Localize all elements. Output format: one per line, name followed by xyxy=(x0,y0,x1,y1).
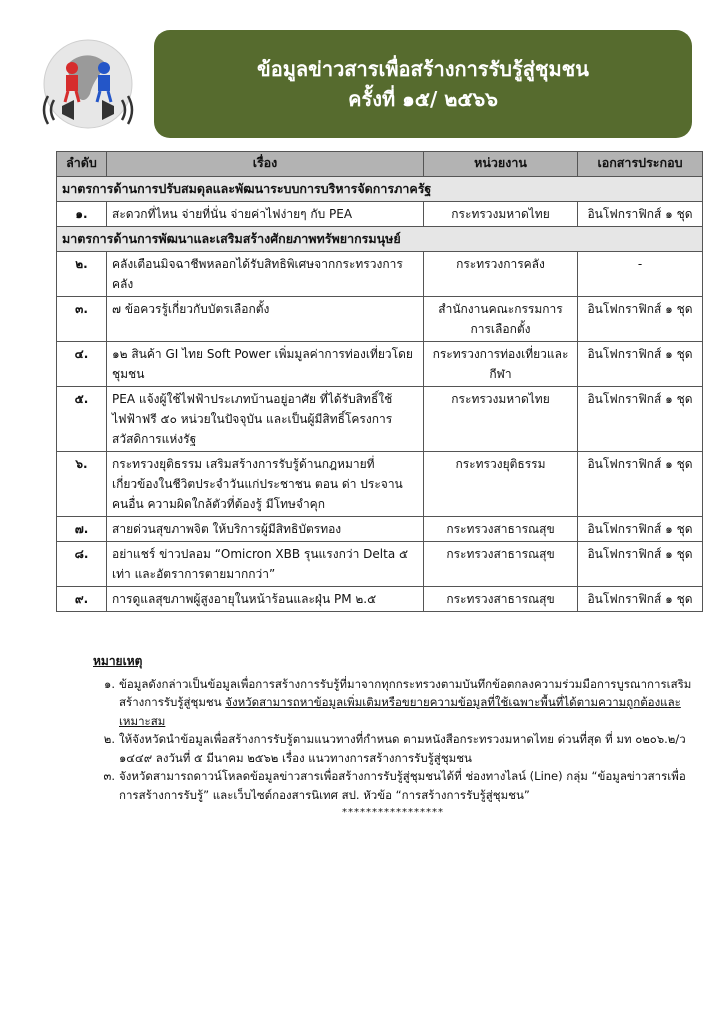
row-number: ๙. xyxy=(57,587,107,612)
note-emphasis: จังหวัดสามารถหาข้อมูลเพิ่มเติมหรือขยายความข้อมูลที่ใช้เฉพาะพื้นที่ได้ตามความถูกต้องและเหมาะสม xyxy=(119,695,681,728)
row-topic: กระทรวงยุติธรรม เสริมสร้างการรับรู้ด้านกฎหมายที่เกี่ยวข้องในชีวิตประจำวันแก่ประชาชน ตอน ด่า ประจานคนอื่น ความผิดใกล้ตัวที่ต้องรู้ มีโทษจำคุก xyxy=(107,452,424,517)
row-agency: กระทรวงยุติธรรม xyxy=(424,452,578,517)
row-doc: อินโฟกราฟิกส์ ๑ ชุด xyxy=(578,452,703,517)
row-topic: ๗ ข้อควรรู้เกี่ยวกับบัตรเลือกตั้ง xyxy=(107,297,424,342)
info-table xyxy=(56,151,703,612)
table-row xyxy=(57,587,703,612)
row-number: ๘. xyxy=(57,542,107,587)
section-row xyxy=(57,177,703,202)
row-topic: PEA แจ้งผู้ใช้ไฟฟ้าประเภทบ้านอยู่อาศัย ที่ได้รับสิทธิ์ใช้ไฟฟ้าฟรี ๕๐ หน่วยในปัจจุบัน และเป็นผู้มีสิทธิ์โครงการสวัสดิการแห่งรัฐ xyxy=(107,387,424,452)
row-number: ๑. xyxy=(57,202,107,227)
table-row xyxy=(57,517,703,542)
title-banner xyxy=(154,30,692,138)
row-topic: สายด่วนสุขภาพจิต ให้บริการผู้มีสิทธิบัตรทอง xyxy=(107,517,424,542)
section-title: มาตรการด้านการปรับสมดุลและพัฒนาระบบการบริหารจัดการภาครัฐ xyxy=(57,177,703,202)
row-number: ๗. xyxy=(57,517,107,542)
note-number: ๓. xyxy=(103,769,115,783)
row-agency: กระทรวงมหาดไทย xyxy=(424,202,578,227)
table-row xyxy=(57,202,703,227)
page-title: ข้อมูลข่าวสารเพื่อสร้างการรับรู้สู่ชุมชน xyxy=(257,57,589,81)
ministry-logo xyxy=(32,34,144,134)
row-agency: กระทรวงสาธารณสุข xyxy=(424,517,578,542)
row-doc: อินโฟกราฟิกส์ ๑ ชุด xyxy=(578,202,703,227)
col-header-no: ลำดับ xyxy=(57,152,107,177)
section-row xyxy=(57,227,703,252)
notes-heading: หมายเหตุ xyxy=(93,654,143,668)
note-item xyxy=(93,675,693,731)
note-number: ๑. xyxy=(104,676,115,691)
row-topic: สะดวกที่ไหน จ่ายที่นั่น จ่ายค่าไฟง่ายๆ กับ PEA xyxy=(107,202,424,227)
row-doc: อินโฟกราฟิกส์ ๑ ชุด xyxy=(578,297,703,342)
table-row xyxy=(57,297,703,342)
section-title: มาตรการด้านการพัฒนาและเสริมสร้างศักยภาพทรัพยากรมนุษย์ xyxy=(57,227,703,252)
table-row xyxy=(57,252,703,297)
col-header-topic: เรื่อง xyxy=(107,152,424,177)
note-text: ข้อมูลดังกล่าวเป็นข้อมูลเพื่อการสร้างการรับรู้ที่มาจากทุกกระทรวงตามบันทึกข้อตกลงความร่วมมือการบูรณาการเสริมสร้างการรับรู้สู่ชุมชน xyxy=(119,676,692,709)
table-row xyxy=(57,542,703,587)
table-row xyxy=(57,452,703,517)
row-agency: กระทรวงมหาดไทย xyxy=(424,387,578,452)
row-agency: กระทรวงการท่องเที่ยวและกีฬา xyxy=(424,342,578,387)
row-agency: กระทรวงสาธารณสุข xyxy=(424,587,578,612)
row-topic: ๑๒ สินค้า GI ไทย Soft Power เพิ่มมูลค่าการท่องเที่ยวโดยชุมชน xyxy=(107,342,424,387)
row-doc: อินโฟกราฟิกส์ ๑ ชุด xyxy=(578,342,703,387)
row-number: ๓. xyxy=(57,297,107,342)
row-doc: - xyxy=(578,252,703,297)
row-number: ๒. xyxy=(57,252,107,297)
issue-number: ครั้งที่ ๑๕/ ๒๕๖๖ xyxy=(348,87,498,111)
row-agency: กระทรวงสาธารณสุข xyxy=(424,542,578,587)
row-doc: อินโฟกราฟิกส์ ๑ ชุด xyxy=(578,542,703,587)
row-agency: สำนักงานคณะกรรมการการเลือกตั้ง xyxy=(424,297,578,342)
row-doc: อินโฟกราฟิกส์ ๑ ชุด xyxy=(578,387,703,452)
table-row xyxy=(57,387,703,452)
col-header-agency: หน่วยงาน xyxy=(424,152,578,177)
note-number: ๒. xyxy=(103,732,115,746)
notes-list xyxy=(93,675,693,805)
note-item xyxy=(93,730,693,767)
row-number: ๔. xyxy=(57,342,107,387)
row-doc: อินโฟกราฟิกส์ ๑ ชุด xyxy=(578,517,703,542)
row-number: ๕. xyxy=(57,387,107,452)
note-item xyxy=(93,767,693,804)
table-row xyxy=(57,342,703,387)
note-text: จังหวัดสามารถดาวน์โหลดข้อมูลข่าวสารเพื่อสร้างการรับรู้สู่ชุมชนได้ที่ ช่องทางไลน์ (Line) กลุ่ม “ข้อมูลข่าวสารเพื่อการสร้างการรับรู้” และเว็บไซต์กองสารนิเทศ สป. หัวข้อ “การสร้างการรับรู้สู่ชุมชน” xyxy=(119,769,686,802)
col-header-doc: เอกสารประกอบ xyxy=(578,152,703,177)
row-number: ๖. xyxy=(57,452,107,517)
row-topic: การดูแลสุขภาพผู้สูงอายุในหน้าร้อนและฝุ่น PM ๒.๕ xyxy=(107,587,424,612)
row-topic: อย่าแชร์ ข่าวปลอม “Omicron XBB รุนแรงกว่า Delta ๕ เท่า และอัตราการตายมากกว่า” xyxy=(107,542,424,587)
notes-section xyxy=(93,652,693,823)
table-header-row xyxy=(57,152,703,177)
row-topic: คลังเตือนมิจฉาชีพหลอกได้รับสิทธิพิเศษจากกระทรวงการคลัง xyxy=(107,252,424,297)
row-doc: อินโฟกราฟิกส์ ๑ ชุด xyxy=(578,587,703,612)
end-separator: ***************** xyxy=(342,807,444,818)
row-agency: กระทรวงการคลัง xyxy=(424,252,578,297)
note-text: ให้จังหวัดนำข้อมูลเพื่อสร้างการรับรู้ตามแนวทางที่กำหนด ตามหนังสือกระทรวงมหาดไทย ด่วนที่สุด ที่ มท ๐๒๐๖.๒/ว ๑๔๔๙ ลงวันที่ ๕ มีนาคม ๒๕๖๒ เรื่อง แนวทางการสร้างการรับรู้สู่ชุมชน xyxy=(119,732,686,765)
